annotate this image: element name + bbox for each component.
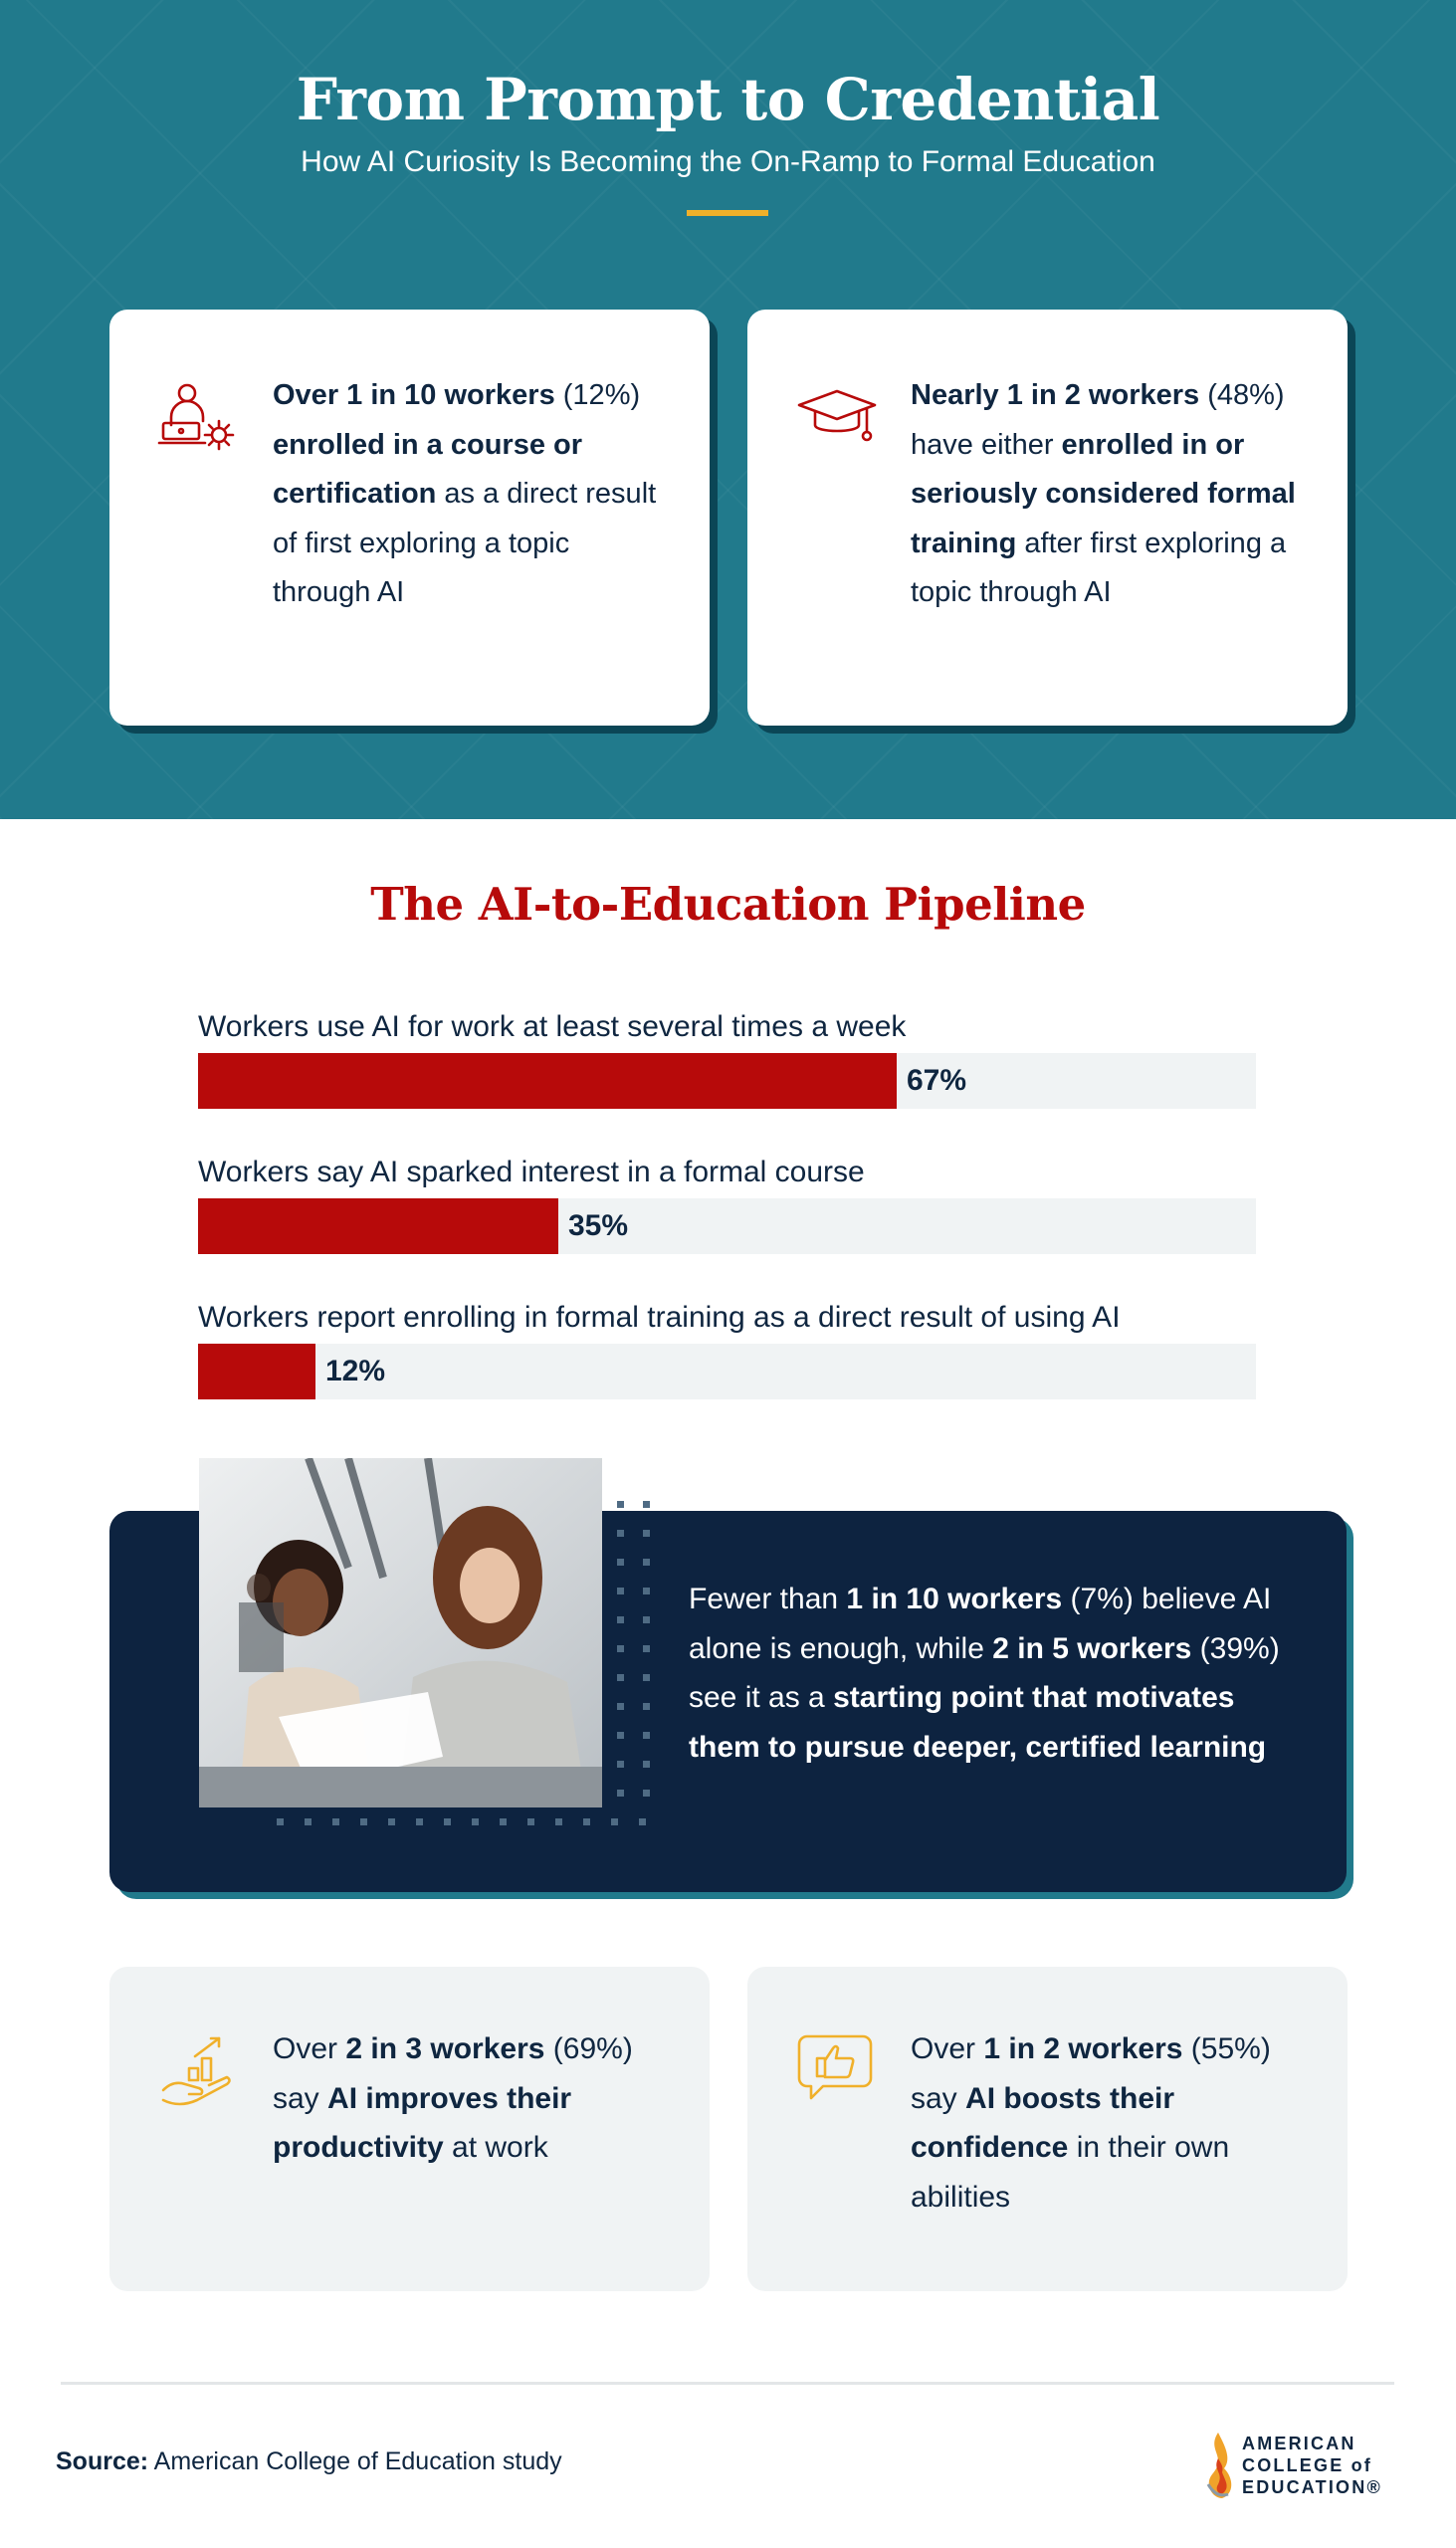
footer-divider: [61, 2382, 1394, 2385]
source-label: Source:: [56, 2447, 149, 2475]
decorative-dot: [643, 1530, 650, 1537]
bar-label: Workers say AI sparked interest in a formal course: [198, 1156, 865, 1188]
decorative-dot: [555, 1818, 562, 1825]
decorative-dot: [617, 1559, 624, 1566]
title-divider: [687, 210, 768, 216]
bar-fill: [198, 1053, 897, 1109]
graduation-cap-icon: [795, 377, 881, 463]
thumbs-up-speech-bubble-icon: [797, 2030, 877, 2110]
decorative-dot: [416, 1818, 423, 1825]
decorative-dot: [617, 1501, 624, 1508]
insight-text: Fewer than 1 in 10 workers (7%) believe AI alone is enough, while 2 in 5 workers (39%) see it as a starting point that motivates them to pursue deeper, certified learning: [689, 1583, 1280, 1764]
decorative-dot: [617, 1674, 624, 1681]
decorative-dot: [617, 1588, 624, 1594]
decorative-dot: [643, 1588, 650, 1594]
decorative-dot: [643, 1501, 650, 1508]
decorative-dot: [332, 1818, 339, 1825]
source-text: American College of Education study: [153, 2447, 562, 2475]
source-note: [56, 2447, 562, 2476]
stat-card-confidence: [747, 1967, 1348, 2291]
bar-value-label: 35%: [568, 1209, 629, 1242]
bar-label: Workers use AI for work at least several times a week: [198, 1010, 907, 1043]
decorative-dot: [643, 1790, 650, 1797]
decorative-dot: [643, 1616, 650, 1623]
decorative-dot: [617, 1703, 624, 1710]
decorative-dot: [360, 1818, 367, 1825]
bar-fill: [198, 1344, 315, 1399]
decorative-dot: [388, 1818, 395, 1825]
stat-card-text: Over 1 in 10 workers (12%) enrolled in a course or certification as a direct result of first exploring a topic through AI: [273, 379, 657, 608]
logo-line: COLLEGE of: [1242, 2455, 1372, 2475]
decorative-dot: [617, 1761, 624, 1768]
logo-line: AMERICAN: [1242, 2434, 1356, 2453]
pipeline-bar-row: [198, 1007, 1256, 1109]
decorative-dot: [277, 1818, 284, 1825]
decorative-dot: [643, 1732, 650, 1739]
pipeline-bar-row: [198, 1298, 1256, 1399]
decorative-dot: [643, 1703, 650, 1710]
bar-track: [198, 1053, 1256, 1109]
stat-card-text: Over 1 in 2 workers (55%) say AI boosts their confidence in their own abilities: [911, 2032, 1271, 2214]
bar-label: Workers report enrolling in formal training as a direct result of using AI: [198, 1301, 1121, 1334]
hand-with-rising-chart-icon: [159, 2030, 239, 2110]
decorative-dot: [472, 1818, 479, 1825]
pipeline-bar-row: [198, 1153, 1256, 1254]
stat-card-text: Over 2 in 3 workers (69%) say AI improves their productivity at work: [273, 2032, 633, 2164]
logo-line: EDUCATION®: [1242, 2477, 1382, 2497]
decorative-dot: [617, 1732, 624, 1739]
decorative-dot: [639, 1818, 646, 1825]
stat-card-productivity: [109, 1967, 710, 2291]
ace-logo: [1198, 2429, 1397, 2500]
decorative-dot: [583, 1818, 590, 1825]
decorative-dots-horizontal: [277, 1817, 655, 1827]
bar-track: [198, 1344, 1256, 1399]
decorative-dot: [611, 1818, 618, 1825]
decorative-dot: [617, 1616, 624, 1623]
bar-fill: [198, 1198, 558, 1254]
decorative-dots-vertical: [617, 1501, 657, 1819]
logo-wordmark: [1242, 2433, 1401, 2498]
decorative-dot: [643, 1645, 650, 1652]
decorative-dot: [527, 1818, 534, 1825]
decorative-dot: [643, 1761, 650, 1768]
stat-card-enrolled: [109, 310, 710, 726]
decorative-dot: [305, 1818, 312, 1825]
classroom-photo: [199, 1458, 602, 1807]
photo-illustration: [199, 1458, 602, 1807]
decorative-dot: [617, 1790, 624, 1797]
hero-banner: [0, 0, 1456, 819]
decorative-dot: [643, 1674, 650, 1681]
bar-value-label: 12%: [325, 1355, 386, 1387]
stat-card-considered: [747, 310, 1348, 726]
stat-card-text: Nearly 1 in 2 workers (48%) have either enrolled in or seriously considered formal training after first exploring a topic through AI: [911, 379, 1296, 608]
page-subtitle: How AI Curiosity Is Becoming the On-Ramp to Formal Education: [301, 145, 1155, 178]
decorative-dot: [444, 1818, 451, 1825]
page-title: From Prompt to Credential: [296, 66, 1160, 133]
flame-logo-icon: [1198, 2429, 1238, 2500]
decorative-dot: [617, 1645, 624, 1652]
decorative-dot: [500, 1818, 507, 1825]
decorative-dot: [617, 1530, 624, 1537]
person-with-gear-icon: [157, 377, 243, 463]
bar-track: [198, 1198, 1256, 1254]
decorative-dot: [643, 1559, 650, 1566]
pipeline-title: The AI-to-Education Pipeline: [370, 878, 1086, 931]
bar-value-label: 67%: [907, 1064, 967, 1097]
